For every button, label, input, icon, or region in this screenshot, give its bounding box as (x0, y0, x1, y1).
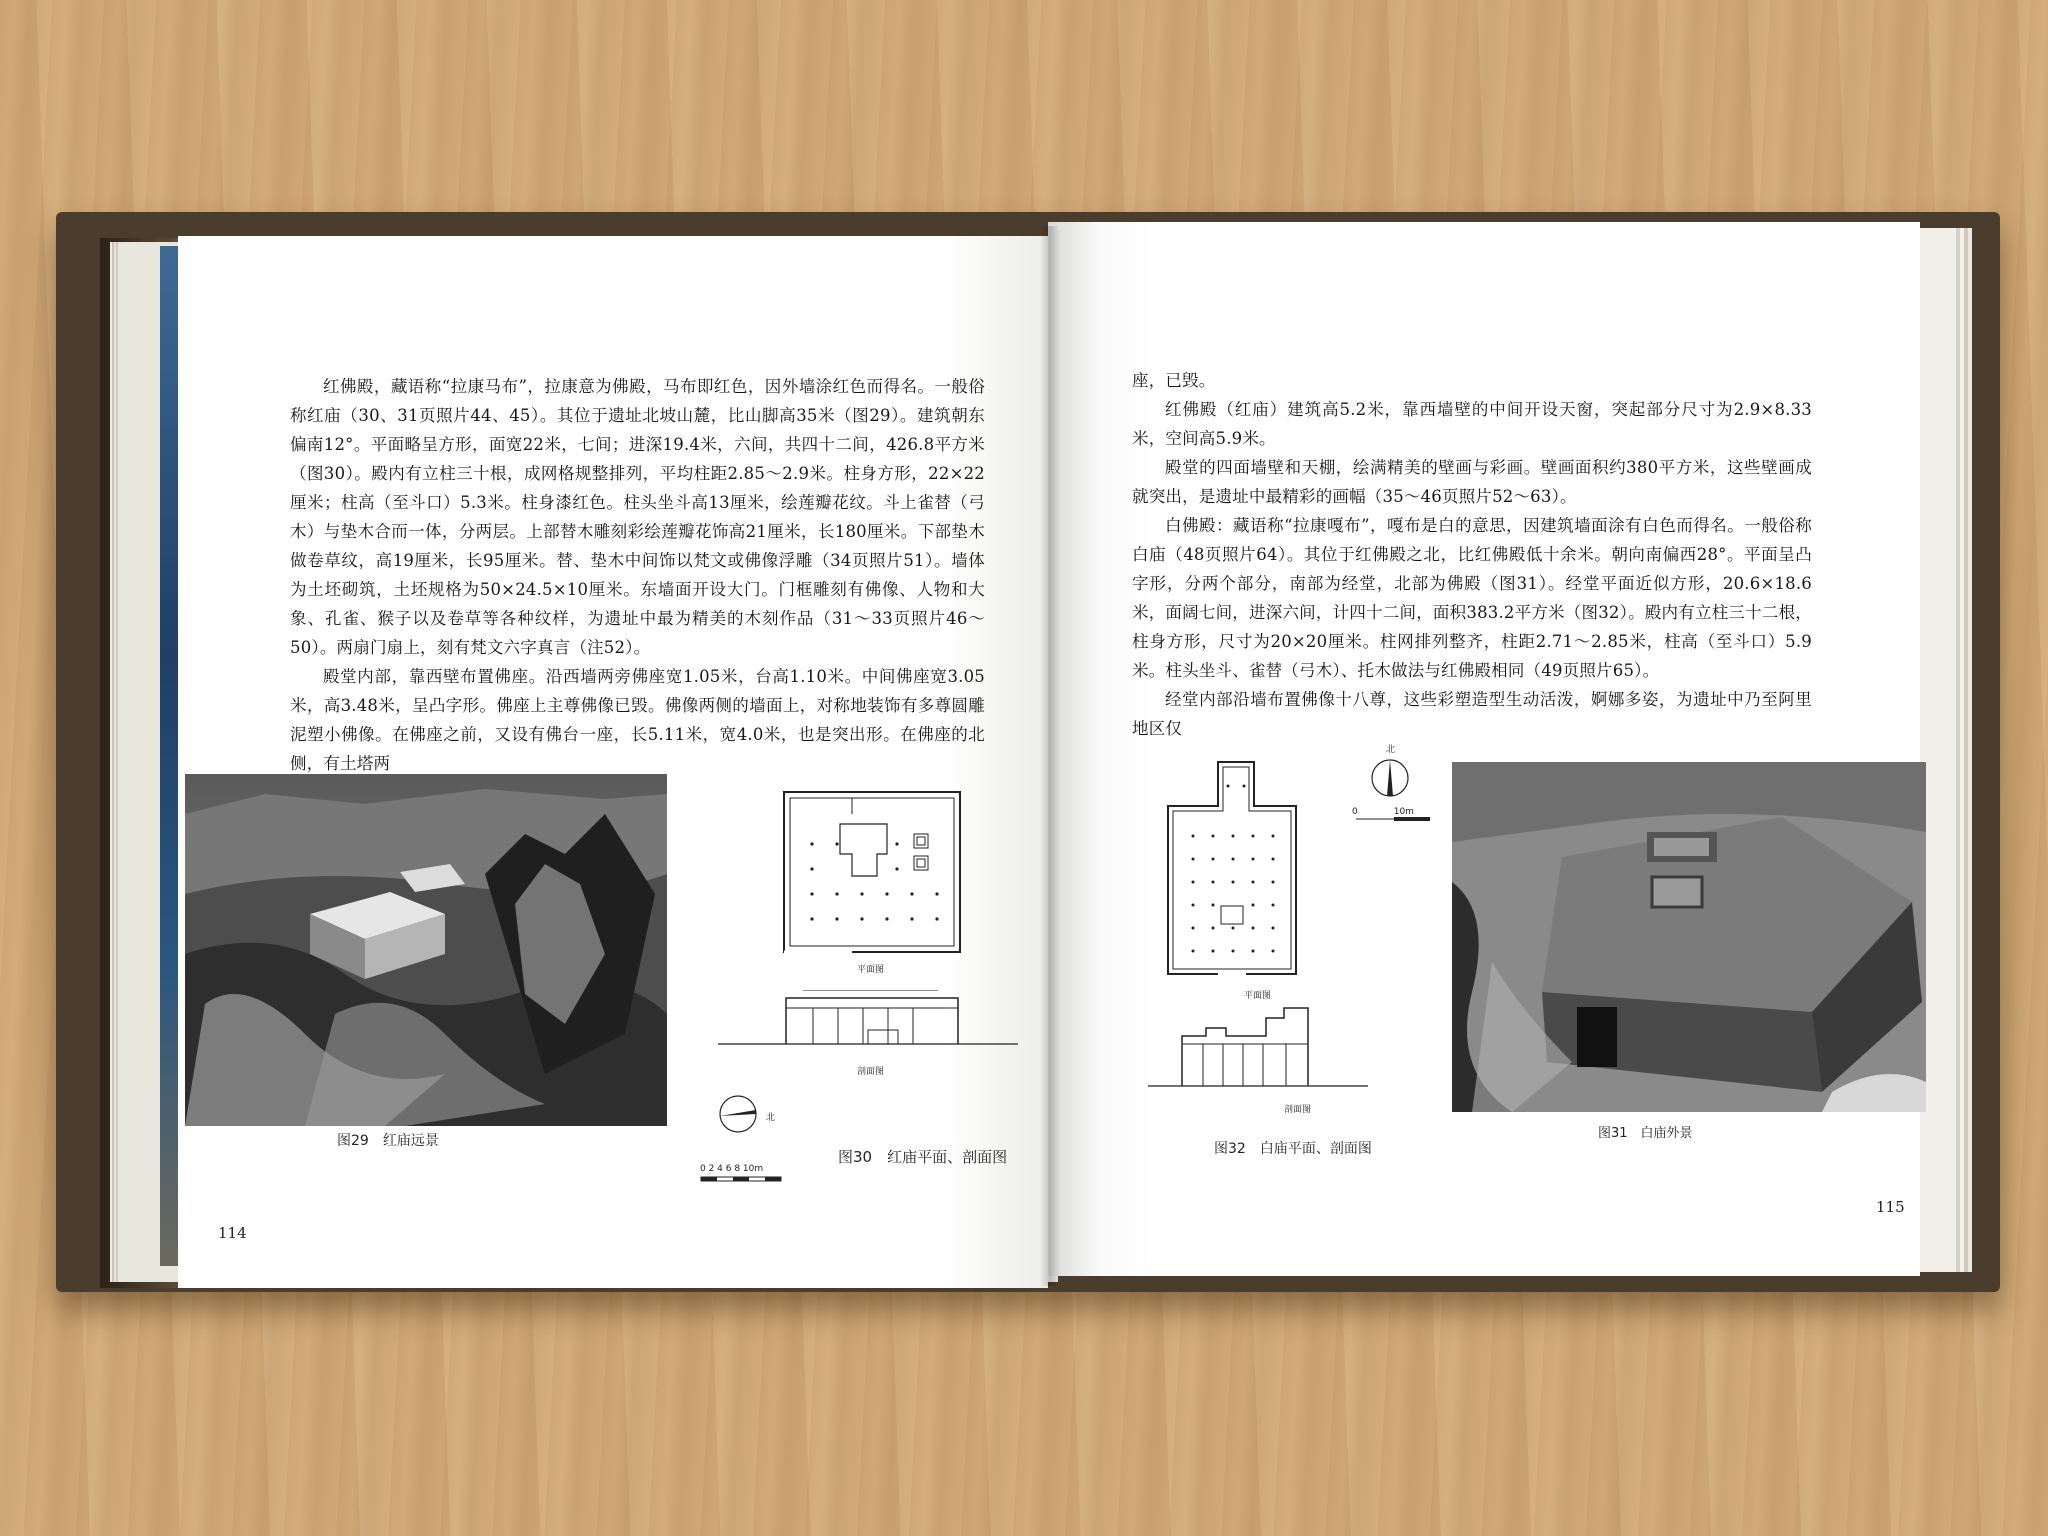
paragraph: 白佛殿：藏语称“拉康嘎布”，嘎布是白的意思，因建筑墙面涂有白色而得名。一般俗称白庙（48页照片64）。其位于红佛殿之北，比红佛殿低十余米。朝向南偏西28°。平面呈凸字形，分两个部分，南部为经堂，北部为佛殿（图31）。经堂平面近似方形，20.6×18.6米，面阔七间，进深六间，计四十二间，面积383.2平方米（图32）。殿内有立柱三十二根，柱身方形，尺寸为20×20厘米。柱网排列整齐，柱距2.71～2.85米，柱高（至斗口）5.9米。柱头坐斗、雀替（弓木）、托木做法与红佛殿相同（49页照片65）。 (1132, 516, 1812, 680)
fig29-caption: 图29 红庙远景 (337, 1133, 439, 1149)
scale-bar (700, 1174, 800, 1184)
paragraph: 殿堂的四面墙壁和天棚，绘满精美的壁画与彩画。壁画面积约380平方米，这些壁画成就突出，是遗址中最精彩的画幅（35～46页照片52～63）。 (1132, 458, 1812, 506)
north-arrow-icon (716, 1092, 766, 1136)
fig29-photo (185, 774, 667, 1126)
page-edge-strip (160, 246, 178, 1266)
north-label: 北 (766, 1113, 776, 1123)
left-body-text (290, 372, 985, 778)
fig32-plan-label: 平面图 (1244, 991, 1272, 1001)
fig32-section-label: 剖面图 (1284, 1105, 1312, 1115)
fig32-caption: 图32 白庙平面、剖面图 (1214, 1141, 1372, 1157)
fig30-section-label: 剖面图 (857, 1067, 885, 1077)
white-temple-exterior (1452, 762, 1926, 1112)
north-label: 北 (1386, 745, 1396, 755)
paragraph: 座，已毁。 (1132, 371, 1216, 390)
north-arrow-icon (1368, 752, 1412, 802)
fig32-plan-drawing (1158, 756, 1348, 986)
fig31-caption: 图31 白庙外景 (1598, 1126, 1693, 1141)
scale-label: 0 10m (1352, 807, 1414, 817)
fig30-section-drawing (718, 990, 1018, 1060)
paragraph: 红佛殿（红庙）建筑高5.2米，靠西墙壁的中间开设天窗，突起部分尺寸为2.9×8.33米，空间高5.9米。 (1132, 400, 1812, 448)
paragraph: 经堂内部沿墙布置佛像十八尊，这些彩塑造型生动活泼，婀娜多姿，为遗址中乃至阿里地区仅 (1132, 690, 1812, 738)
book-gutter (1040, 226, 1060, 1286)
fig31-photo (1452, 762, 1926, 1112)
fig30-plan-label: 平面图 (857, 965, 885, 975)
scale-label: 0 2 4 6 8 10m (700, 1164, 764, 1174)
right-body-text (1132, 366, 1812, 743)
paragraph: 殿堂内部，靠西壁布置佛座。沿西墙两旁佛座宽1.05米，台高1.10米。中间佛座宽3.05米，高3.48米，呈凸字形。佛座上主尊佛像已毁。佛像两侧的墙面上，对称地装饰有多尊圆雕泥塑小佛像。在佛座之前，又设有佛台一座，长5.11米，宽4.0米，也是突出形。在佛座的北侧，有土塔两 (290, 667, 985, 773)
right-page-number: 115 (1876, 1198, 1905, 1216)
left-page-number: 114 (218, 1224, 247, 1242)
red-temple-landscape (185, 774, 667, 1126)
paragraph: 红佛殿，藏语称“拉康马布”，拉康意为佛殿，马布即红色，因外墙涂红色而得名。一般俗称红庙（30、31页照片44、45）。其位于遗址北坡山麓，比山脚高35米（图29）。建筑朝东偏南12°。平面略呈方形，面宽22米，七间；进深19.4米，六间，共四十二间，426.8平方米（图30）。殿内有立柱三十根，成网格规整排列，平均柱距2.85～2.9米。柱身方形，22×22厘米；柱高（至斗口）5.3米。柱身漆红色。柱头坐斗高13厘米，绘莲瓣花纹。斗上雀替（弓木）与垫木合而一体，分两层。上部替木雕刻彩绘莲瓣花饰高21厘米，长180厘米。下部垫木做卷草纹，高19厘米，长95厘米。替、垫木中间饰以梵文或佛像浮雕（34页照片51）。墙体为土坯砌筑，土坯规格为50×24.5×10厘米。东墙面开设大门。门框雕刻有佛像、人物和大象、孔雀、猴子以及卷草等各种纹样，为遗址中最为精美的木刻作品（31～33页照片46～50）。两扇门扇上，刻有梵文六字真言（注52）。 (290, 377, 985, 657)
fig30-caption: 图30 红庙平面、剖面图 (838, 1148, 1008, 1166)
fig32-section-drawing (1148, 1000, 1368, 1092)
